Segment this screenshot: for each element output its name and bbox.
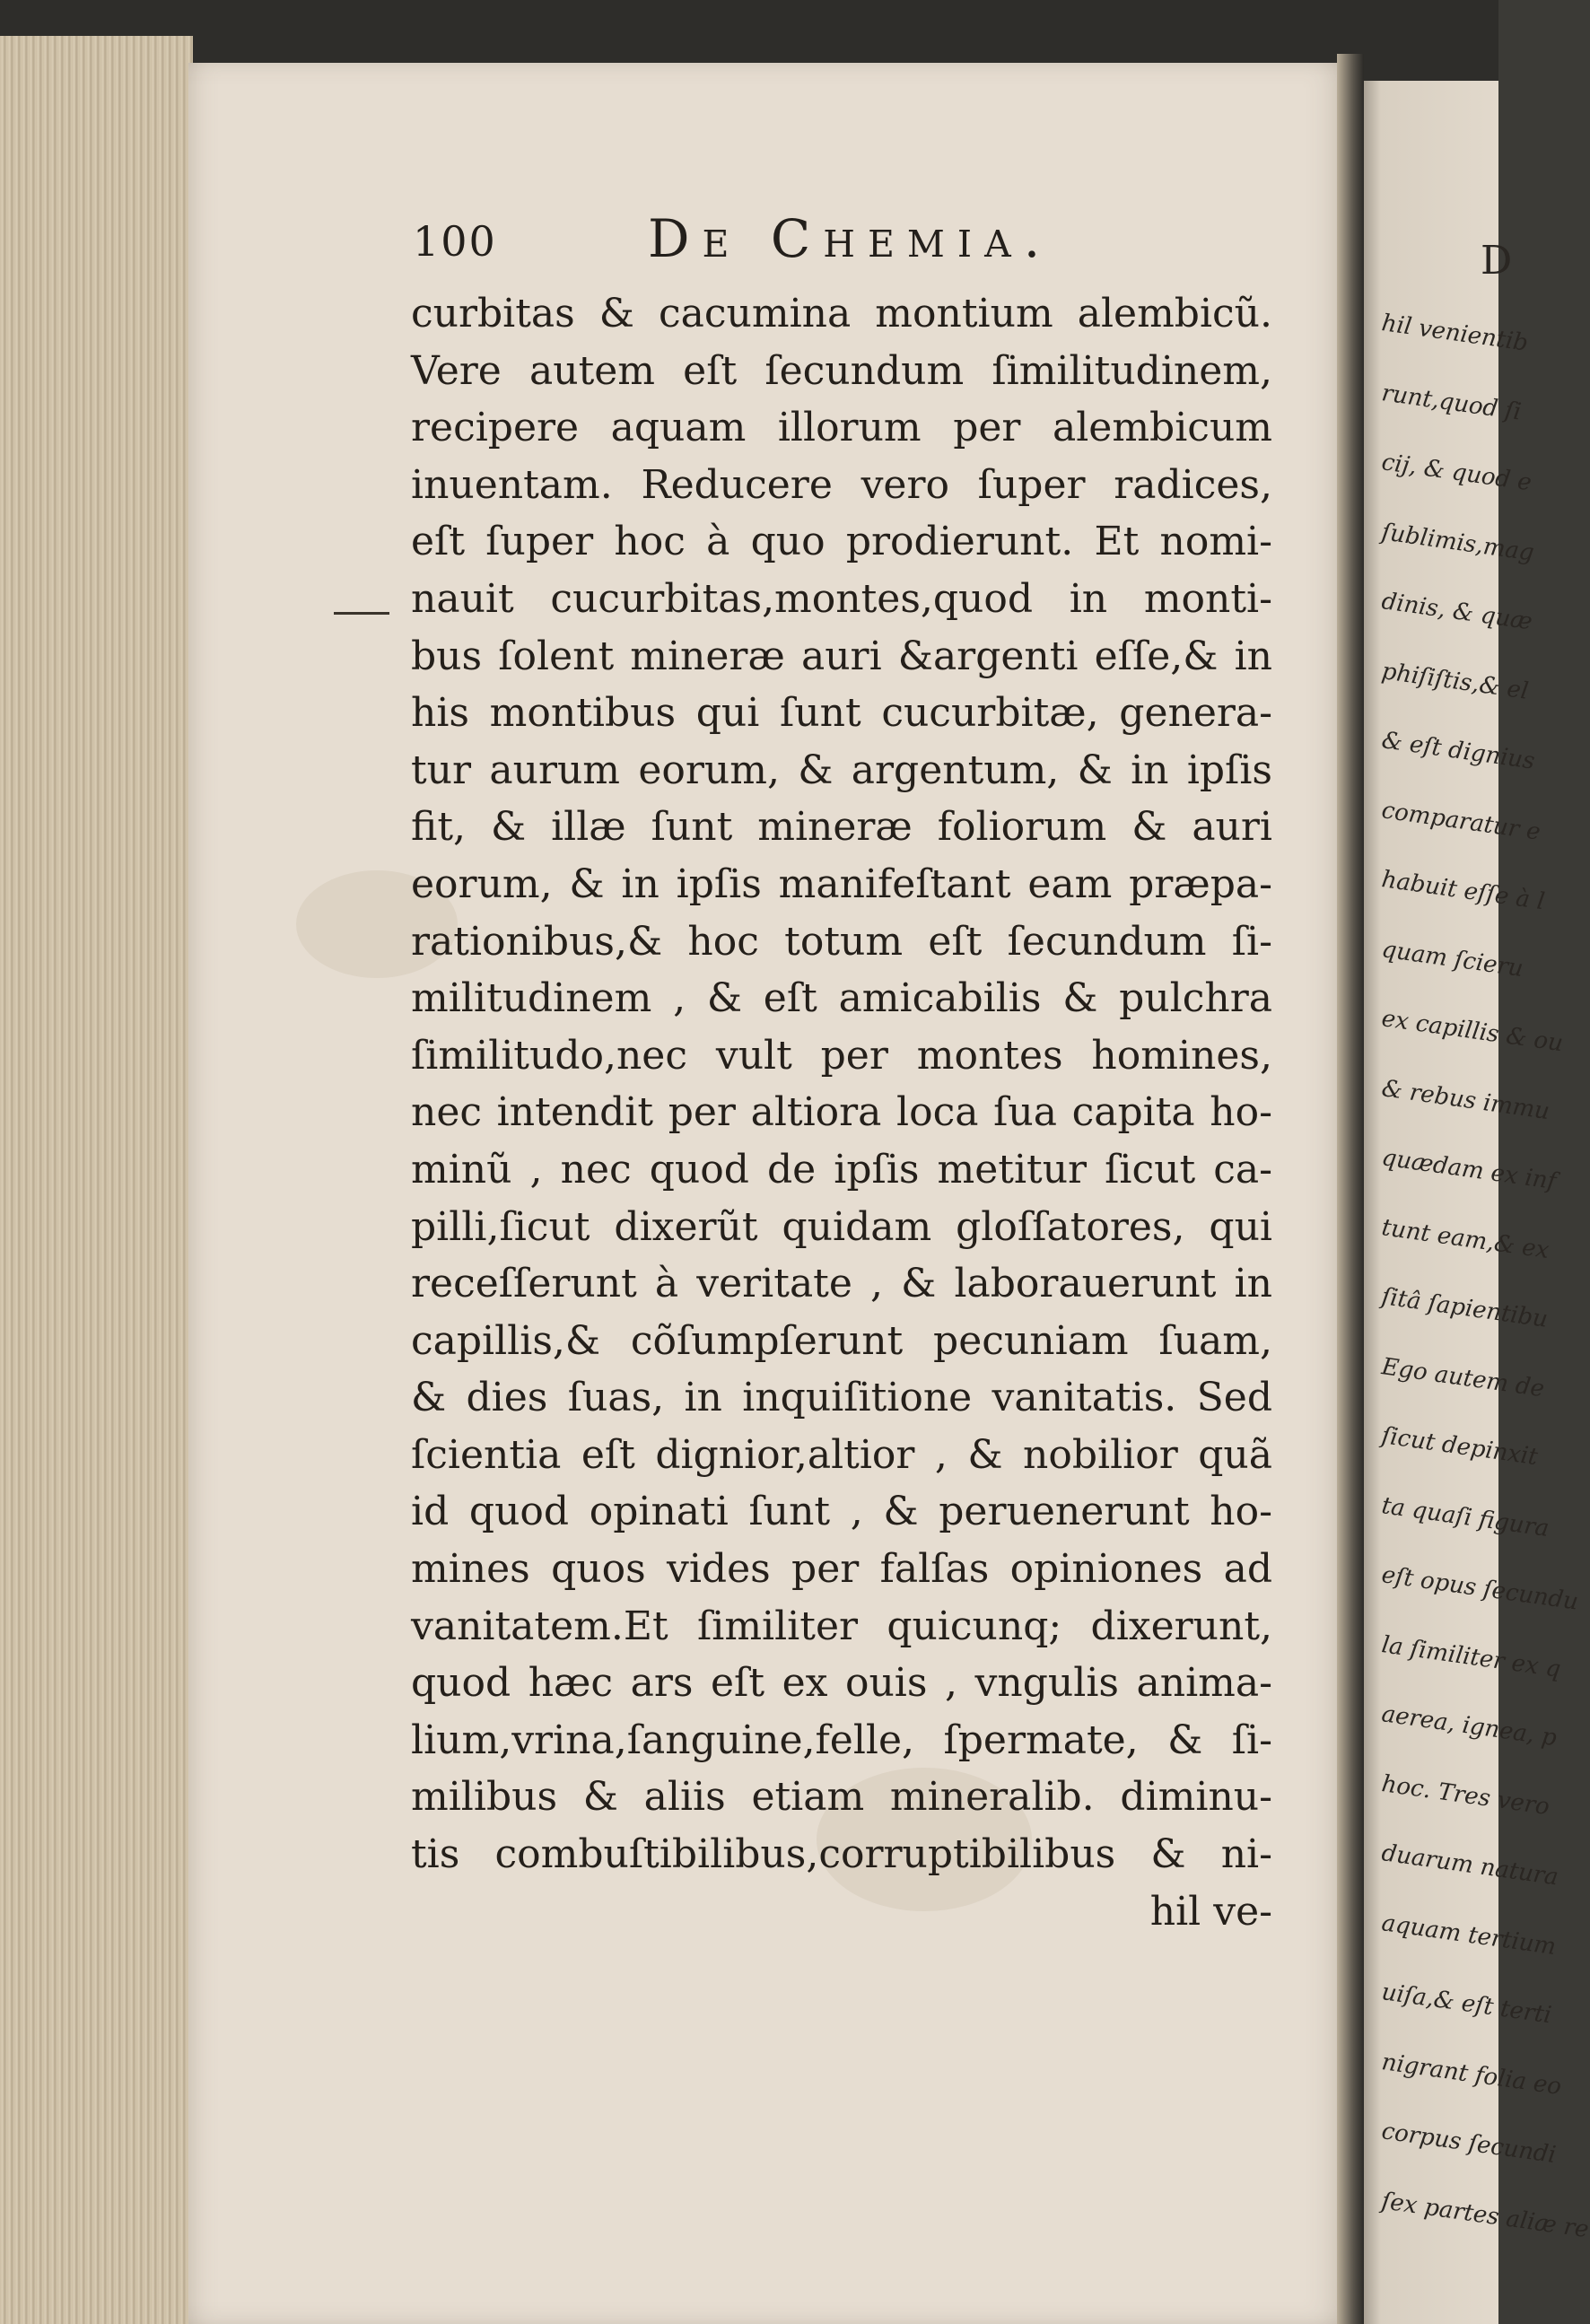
- text-line: receſſerunt à veritate , & laborauerunt in: [411, 1261, 1272, 1307]
- text-line: capillis,& cõſumpſerunt pecuniam ſuam,: [411, 1317, 1272, 1364]
- text-line: nec intendit per altiora loca ſua capita ho-: [411, 1089, 1272, 1136]
- text-line: quod hæc ars eſt ex ouis , vngulis anima-: [411, 1660, 1272, 1707]
- text-line: hil ve-: [1149, 1888, 1272, 1935]
- text-line: tur aurum eorum, & argentum, & in ipſis: [411, 747, 1272, 793]
- text-line: mines quos vides per falſas opiniones ad: [411, 1546, 1272, 1593]
- text-line: tis combuſtibilibus,corruptibilibus & ni-: [411, 1831, 1272, 1878]
- facing-page: [1355, 81, 1590, 2324]
- facing-page-line: aquam tertium: [1379, 1909, 1558, 1961]
- text-line: vanitatem.Et ſimiliter quicunq; dixerunt,: [411, 1603, 1272, 1649]
- text-line: inuentam. Reducere vero ſuper radices,: [411, 461, 1272, 508]
- facing-page-line: eſt opus ſecundu: [1379, 1561, 1580, 1616]
- facing-page-line: cij, & quod e: [1379, 449, 1533, 497]
- facing-page-line: dinis, & quæ: [1379, 588, 1534, 636]
- facing-page-line: comparatur e: [1379, 796, 1542, 846]
- text-line: militudinem , & eſt amicabilis & pulchra: [411, 975, 1272, 1022]
- text-line: id quod opinati ſunt , & peruenerunt ho-: [411, 1489, 1272, 1535]
- facing-page-line: phiſiſtis,& el: [1379, 657, 1531, 705]
- text-line: ſimilitudo,nec vult per montes homines,: [411, 1032, 1272, 1079]
- facing-page-line: ex capillis & ou: [1379, 1005, 1565, 1058]
- page-number: 100: [413, 217, 497, 266]
- facing-page-line: hoc. Tres vero: [1379, 1769, 1551, 1821]
- facing-page-line: habuit eſſe à l: [1379, 866, 1547, 916]
- facing-page-line: Ego autem de: [1379, 1352, 1546, 1402]
- facing-page-line: ſicut depinxit: [1379, 1422, 1540, 1472]
- text-line: minũ , nec quod de ipſis metitur ſicut ca-: [411, 1146, 1272, 1193]
- facing-page-line: & rebus immu: [1379, 1074, 1551, 1125]
- text-line: his montibus qui ſunt cucurbitæ, genera-: [411, 690, 1272, 737]
- facing-page-line: ſex partes aliæ re: [1379, 2187, 1590, 2243]
- facing-page-line: ta quaſi figura: [1379, 1491, 1551, 1542]
- facing-page-line: tunt eam,& ex: [1379, 1213, 1551, 1264]
- text-line: & dies ſuas, in inquiſitione vanitatis. Sed: [411, 1375, 1272, 1421]
- page-title: De Chemia.: [648, 208, 1053, 269]
- facing-page-line: la ſimiliter ex q: [1379, 1630, 1563, 1683]
- text-line: milibus & aliis etiam mineralib. diminu-: [411, 1774, 1272, 1821]
- facing-page-line: nigrant folia eo: [1379, 2048, 1563, 2101]
- text-line: fit, & illæ ſunt mineræ foliorum & auri: [411, 804, 1272, 851]
- facing-page-line: ſublimis,mag: [1379, 518, 1536, 567]
- text-line: recipere aquam illorum per alembicum: [411, 405, 1272, 451]
- body-text: [411, 285, 1272, 1940]
- facing-page-line: ſitâ ſapientibu: [1379, 1283, 1550, 1333]
- text-line: bus ſolent mineræ auri &argenti eſſe,& in: [411, 633, 1272, 679]
- text-line: nauit cucurbitas,montes,quod in monti-: [411, 575, 1272, 622]
- facing-page-line: uiſa,& eſt terti: [1379, 1979, 1553, 2030]
- facing-page-corner-letter: D: [1481, 238, 1513, 284]
- facing-page-line: duarum natura: [1379, 1839, 1560, 1892]
- text-line: curbitas & cacumina montium alembicũ.: [411, 291, 1272, 336]
- margin-mark: [334, 612, 389, 615]
- facing-page-line: aerea, ignea, p: [1379, 1700, 1559, 1752]
- text-line: lium,vrina,ſanguine,felle, ſpermate, & ſi-: [411, 1717, 1272, 1763]
- text-line: rationibus,& hoc totum eſt ſecundum ſi-: [411, 918, 1272, 965]
- facing-page-line: & eſt dignius: [1379, 727, 1537, 775]
- text-line: eorum, & in ipſis manifeſtant eam præpa-: [411, 861, 1272, 907]
- running-head: [413, 208, 1131, 271]
- text-line: ſcientia eſt dignior,altior , & nobilior quã: [411, 1431, 1272, 1478]
- facing-page-line: corpus ſecundi: [1379, 2118, 1558, 2170]
- facing-page-line: quam ſcieru: [1379, 935, 1525, 983]
- page-edges: [0, 36, 193, 2324]
- text-line: Vere autem eſt ſecundum ſimilitudinem,: [411, 347, 1272, 394]
- gutter-shadow: [1337, 54, 1364, 2324]
- facing-page-line: runt,quod ſi: [1379, 379, 1524, 426]
- facing-page-line: hil venientib: [1379, 310, 1530, 357]
- text-line: eſt ſuper hoc à quo prodierunt. Et nomi-: [411, 519, 1272, 565]
- text-line: pilli,ſicut dixerũt quidam gloſſatores, qui: [411, 1203, 1272, 1250]
- facing-page-line: quædam ex inf: [1379, 1144, 1559, 1196]
